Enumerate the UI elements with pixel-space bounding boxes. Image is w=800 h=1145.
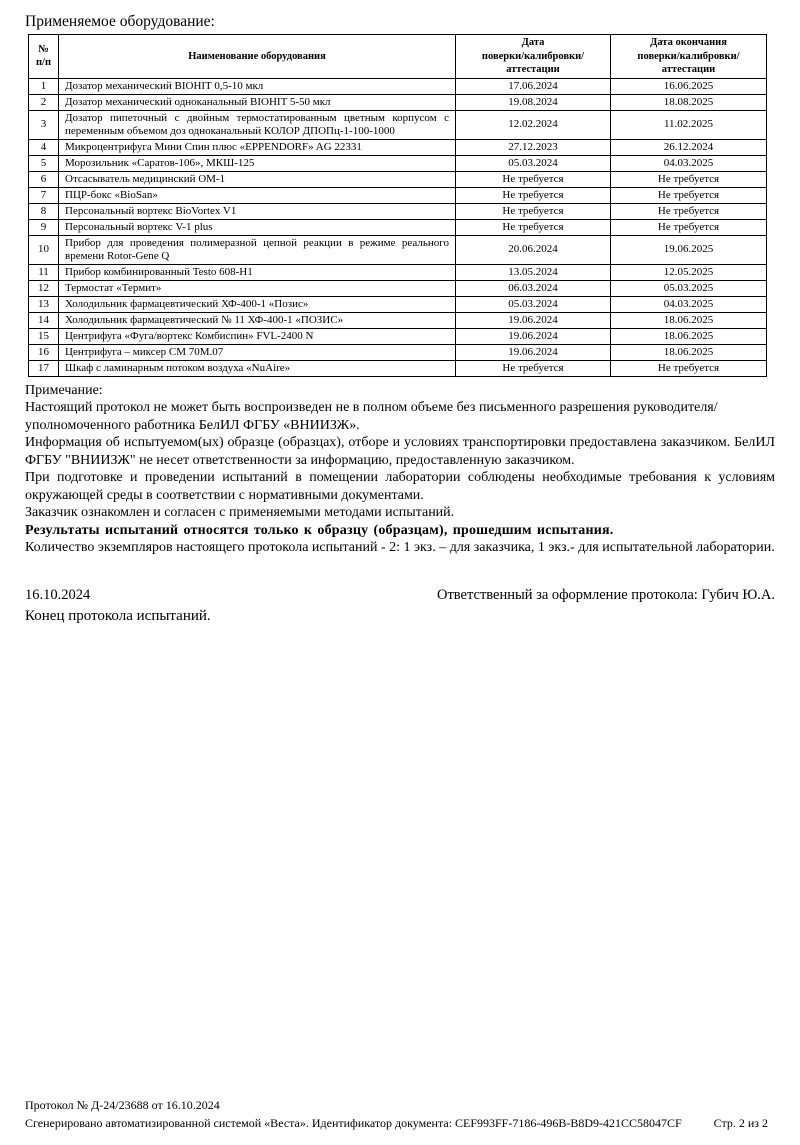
table-row <box>29 235 767 264</box>
cell-name: Дозатор механический одноканальный BIOHIT 5-50 мкл <box>59 94 456 110</box>
cell-num: 6 <box>29 171 59 187</box>
cell-num: 8 <box>29 203 59 219</box>
cell-num: 2 <box>29 94 59 110</box>
table-row <box>29 264 767 280</box>
header-end-line1: Дата окончания <box>650 37 727 48</box>
cell-name: Холодильник фармацевтический № 11 ХФ-400-1 «ПОЗИС» <box>59 312 456 328</box>
equipment-table-body <box>29 78 767 376</box>
protocol-end-line: Конец протокола испытаний. <box>25 607 211 624</box>
cell-num: 7 <box>29 187 59 203</box>
cell-name: Морозильник «Саратов-106», МКШ-125 <box>59 155 456 171</box>
notes-title: Примечание: <box>25 382 103 398</box>
cell-num: 15 <box>29 328 59 344</box>
cell-end: 12.05.2025 <box>611 264 767 280</box>
cell-name: Центрифуга «Фуга/вортекс Комбиспин» FVL-2400 N <box>59 328 456 344</box>
cell-date: 19.06.2024 <box>456 344 611 360</box>
cell-end: 05.03.2025 <box>611 280 767 296</box>
header-date-line1: Дата <box>521 37 545 48</box>
cell-num: 10 <box>29 235 59 264</box>
footer-generated-line: Сгенерировано автоматизированной системой «Веста». Идентификатор документа: CEF993FF-7186-496B-B8D9-421CC58047CF <box>25 1116 682 1130</box>
table-row <box>29 155 767 171</box>
cell-date: 20.06.2024 <box>456 235 611 264</box>
cell-end: 04.03.2025 <box>611 296 767 312</box>
cell-name: Термостат «Термит» <box>59 280 456 296</box>
protocol-date: 16.10.2024 <box>25 586 91 603</box>
cell-num: 12 <box>29 280 59 296</box>
cell-num: 14 <box>29 312 59 328</box>
cell-date: Не требуется <box>456 219 611 235</box>
cell-end: 18.06.2025 <box>611 344 767 360</box>
cell-name: Прибор для проведения полимеразной цепной реакции в режиме реального времени Rotor-Gene Q <box>59 235 456 264</box>
header-end-line2: поверки/калибровки/аттестации <box>637 50 740 76</box>
cell-date: 05.03.2024 <box>456 155 611 171</box>
table-row <box>29 110 767 139</box>
cell-end: 04.03.2025 <box>611 155 767 171</box>
cell-num: 3 <box>29 110 59 139</box>
header-date <box>456 35 611 79</box>
cell-name: Отсасыватель медицинский ОМ-1 <box>59 171 456 187</box>
cell-end: 11.02.2025 <box>611 110 767 139</box>
table-row <box>29 312 767 328</box>
equipment-table <box>28 34 767 377</box>
cell-date: Не требуется <box>456 187 611 203</box>
cell-end: 18.08.2025 <box>611 94 767 110</box>
cell-end: 16.06.2025 <box>611 78 767 94</box>
cell-date: 19.06.2024 <box>456 328 611 344</box>
footer-second-row <box>25 1114 768 1132</box>
cell-name: Персональный вортекс V-1 plus <box>59 219 456 235</box>
cell-end: Не требуется <box>611 203 767 219</box>
cell-end: Не требуется <box>611 187 767 203</box>
footer-page-indicator: Стр. 2 из 2 <box>713 1116 768 1130</box>
header-num-line1: № <box>38 43 49 55</box>
cell-name: Персональный вортекс BioVortex V1 <box>59 203 456 219</box>
notes-paragraph-2: Информация об испытуемом(ых) образце (образцах), отборе и условиях транспортировки предоставлена заказчиком. БелИЛ ФГБУ "ВНИИЗЖ" не несет ответственности за информацию, предоставленную заказчиком. <box>25 435 775 468</box>
table-row <box>29 344 767 360</box>
cell-end: 26.12.2024 <box>611 139 767 155</box>
cell-end: Не требуется <box>611 171 767 187</box>
cell-date: 12.02.2024 <box>456 110 611 139</box>
table-row <box>29 187 767 203</box>
cell-name: Микроцентрифуга Мини Спин плюс «EPPENDORF» AG 22331 <box>59 139 456 155</box>
cell-date: Не требуется <box>456 360 611 376</box>
cell-end: 18.06.2025 <box>611 312 767 328</box>
header-num-line2: п/п <box>35 57 52 69</box>
cell-date: Не требуется <box>456 203 611 219</box>
cell-date: 27.12.2023 <box>456 139 611 155</box>
cell-end: 19.06.2025 <box>611 235 767 264</box>
cell-end: 18.06.2025 <box>611 328 767 344</box>
cell-name: Шкаф с ламинарным потоком воздуха «NuAire» <box>59 360 456 376</box>
cell-date: 06.03.2024 <box>456 280 611 296</box>
cell-name: Холодильник фармацевтический ХФ-400-1 «Позис» <box>59 296 456 312</box>
page-title: Применяемое оборудование: <box>25 13 215 30</box>
table-row <box>29 219 767 235</box>
notes-paragraph-4: Заказчик ознакомлен и согласен с применяемыми методами испытаний. <box>25 505 455 521</box>
cell-date: 05.03.2024 <box>456 296 611 312</box>
table-row <box>29 296 767 312</box>
cell-name: Дозатор пипеточный с двойным термостатированным цветным корпусом с переменным объемом доз одноканальный КОЛОР ДПОПц-1-100-1000 <box>59 110 456 139</box>
cell-name: Прибор комбинированный Testo 608-H1 <box>59 264 456 280</box>
cell-end: Не требуется <box>611 360 767 376</box>
equipment-table-header <box>29 35 767 79</box>
header-name: Наименование оборудования <box>59 35 456 79</box>
notes-paragraph-1: Настоящий протокол не может быть воспроизведен не в полном объеме без письменного разрешения руководителя/уполномоченного работника БелИЛ ФГБУ «ВНИИЗЖ». <box>25 400 718 433</box>
table-row <box>29 78 767 94</box>
notes-paragraph-6: Количество экземпляров настоящего протокола испытаний - 2: 1 экз. – для заказчика, 1 экз.- для испытательной лаборатории. <box>25 540 775 556</box>
header-row <box>29 35 767 79</box>
cell-num: 4 <box>29 139 59 155</box>
cell-num: 1 <box>29 78 59 94</box>
table-row <box>29 328 767 344</box>
cell-end: Не требуется <box>611 219 767 235</box>
table-row <box>29 94 767 110</box>
table-row <box>29 171 767 187</box>
cell-date: 19.08.2024 <box>456 94 611 110</box>
header-date-line2: поверки/калибровки/аттестации <box>481 50 585 76</box>
footer-protocol-line: Протокол № Д-24/23688 от 16.10.2024 <box>25 1098 220 1112</box>
header-num <box>29 35 59 79</box>
cell-name: ПЦР-бокс «BioSan» <box>59 187 456 203</box>
responsible-person: Ответственный за оформление протокола: Губич Ю.А. <box>436 586 775 603</box>
signature-row <box>25 586 775 605</box>
cell-num: 17 <box>29 360 59 376</box>
cell-num: 5 <box>29 155 59 171</box>
table-row <box>29 280 767 296</box>
cell-num: 9 <box>29 219 59 235</box>
cell-date: 17.06.2024 <box>456 78 611 94</box>
table-row <box>29 139 767 155</box>
cell-name: Центрифуга – миксер СМ 70М.07 <box>59 344 456 360</box>
cell-num: 11 <box>29 264 59 280</box>
notes-results-statement: Результаты испытаний относятся только к образцу (образцам), прошедшим испытания. <box>25 522 614 538</box>
cell-date: Не требуется <box>456 171 611 187</box>
cell-num: 16 <box>29 344 59 360</box>
cell-num: 13 <box>29 296 59 312</box>
cell-name: Дозатор механический BIOHIT 0,5-10 мкл <box>59 78 456 94</box>
document-page <box>0 13 800 1145</box>
notes-paragraph-3: При подготовке и проведении испытаний в помещении лаборатории соблюдены необходимые требования к условиям окружающей среды в соответствии с нормативными документами. <box>25 470 775 503</box>
notes-section <box>25 382 775 557</box>
cell-date: 13.05.2024 <box>456 264 611 280</box>
header-end <box>611 35 767 79</box>
table-row <box>29 203 767 219</box>
cell-date: 19.06.2024 <box>456 312 611 328</box>
table-row <box>29 360 767 376</box>
page-footer <box>25 1096 768 1132</box>
